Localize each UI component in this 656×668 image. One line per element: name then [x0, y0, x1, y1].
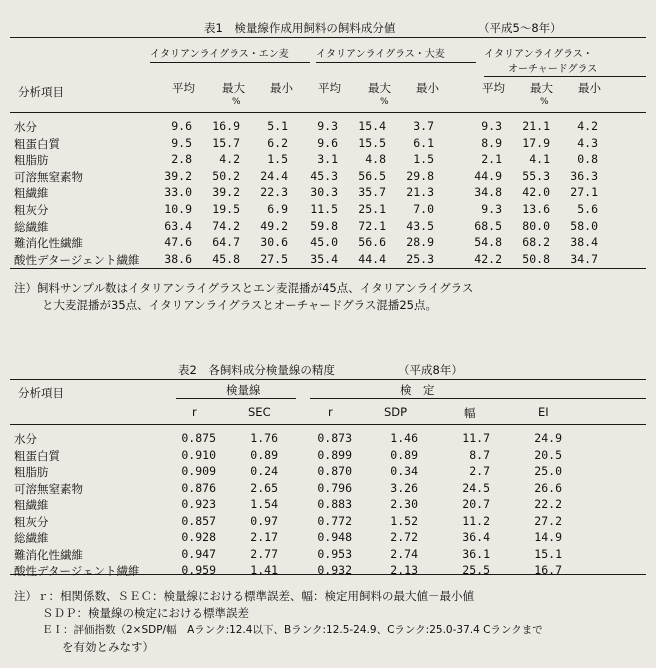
table2-cell: 0.97 — [250, 513, 278, 528]
table1-cell: 42.2 — [474, 251, 502, 266]
table1-cell: 74.2 — [212, 218, 240, 233]
table2-cell: 0.883 — [317, 497, 352, 511]
table2-cell: 3.26 — [390, 480, 418, 495]
table1-cell: 0.8 — [577, 152, 598, 167]
table2-cell: 0.947 — [181, 546, 216, 561]
table1-cell: 56.5 — [358, 168, 386, 183]
table1-bottom-rule — [10, 268, 646, 269]
table2-note-line-4: を有効とみなす） — [62, 640, 154, 654]
table2-col-r-1: r — [192, 405, 197, 419]
table2-cell: 0.34 — [390, 464, 418, 478]
table2-cell: 2.74 — [390, 546, 418, 561]
table2-cell: 25.0 — [534, 464, 562, 478]
table2-col-range: 幅 — [464, 406, 476, 420]
table1-note-line-1: 注）飼料サンプル数はイタリアンライグラスとエン麦混播が45点、イタリアンライグラス — [14, 281, 474, 295]
table1-group-3-rule — [484, 76, 646, 77]
table1-cell: 50.8 — [522, 251, 550, 266]
table1-cell: 3.1 — [317, 152, 338, 167]
table1-group-3a: イタリアンライグラス・ — [484, 49, 593, 60]
table1-cell: 25.1 — [358, 202, 386, 216]
table1-sub-max-1: 最大 — [222, 81, 245, 95]
table1-cell: 11.5 — [310, 202, 338, 216]
table1-row-label: 総繊維 — [14, 219, 49, 234]
table2-group-1-rule — [176, 398, 296, 399]
table1-group-2-rule — [316, 62, 476, 63]
table1-cell: 9.3 — [481, 119, 502, 133]
table1-row-label: 粗脂肪 — [14, 153, 49, 168]
table2-row-label: 粗灰分 — [14, 514, 49, 529]
table1-cell: 6.1 — [413, 135, 434, 150]
table1-cell: 63.4 — [164, 218, 192, 233]
table2-cell: 0.910 — [181, 447, 216, 462]
table2-cell: 24.5 — [462, 480, 490, 495]
table2-note-line-1: 注）ｒ：相関係数、ＳＥＣ：検量線における標準誤差、幅：検定用飼料の最大値－最小値 — [14, 589, 474, 603]
table2-row-label: 可溶無窒素物 — [14, 481, 83, 496]
table1-cell: 16.9 — [212, 119, 240, 133]
table2-cell: 1.46 — [390, 431, 418, 445]
table1-cell: 6.9 — [267, 202, 288, 216]
table1-cell: 44.9 — [474, 168, 502, 183]
table1-cell: 34.8 — [474, 185, 502, 200]
table1-cell: 24.4 — [260, 168, 288, 183]
table2-cell: 20.7 — [462, 497, 490, 511]
table1-cell: 4.1 — [529, 152, 550, 167]
table1-cell: 4.8 — [365, 152, 386, 167]
table2-group-calibration: 検量線 — [226, 383, 261, 397]
table2-cell: 1.54 — [250, 497, 278, 511]
table1-cell: 28.9 — [406, 235, 434, 250]
table1-cell: 17.9 — [522, 135, 550, 150]
table2-row-label: 水分 — [14, 432, 37, 446]
table2-cell: 0.932 — [317, 563, 352, 577]
table1-cell: 45.3 — [310, 168, 338, 183]
table1-cell: 30.3 — [310, 185, 338, 200]
table2-header-rule — [10, 424, 646, 425]
table1-cell: 39.2 — [212, 185, 240, 200]
table2-cell: 2.77 — [250, 546, 278, 561]
table1-group-2: イタリアンライグラス・大麦 — [316, 49, 445, 60]
table2-cell: 0.928 — [181, 530, 216, 544]
table1-cell: 43.5 — [406, 218, 434, 233]
table2-title: 表2 各飼料成分検量線の精度 — [178, 363, 335, 377]
table2-note-line-3: ＥＩ：評価指数（2×SDP/幅 Aランク:12.4以下、Bランク:12.5-24.9、Cランク:25.0-37.4 Cランクまで — [42, 624, 543, 636]
table1-group-1-rule — [150, 62, 310, 63]
table2-cell: 11.2 — [462, 513, 490, 528]
table1-title: 表1 検量線作成用飼料の飼料成分値 — [204, 21, 396, 35]
table2-cell: 24.9 — [534, 431, 562, 445]
table1-row-label: 粗蛋白質 — [14, 136, 60, 151]
table1-note-line-2: と大麦混播が35点、イタリアンライグラスとオーチャードグラス混播25点。 — [42, 298, 437, 312]
table1-cell: 9.3 — [317, 119, 338, 133]
table2-era: （平成8年） — [398, 363, 463, 377]
table2-cell: 26.6 — [534, 480, 562, 495]
table2-cell: 25.5 — [462, 563, 490, 577]
table2-row-label: 粗繊維 — [14, 498, 49, 512]
table1-sub-min-2: 最小 — [416, 81, 439, 95]
table2-cell: 1.76 — [250, 431, 278, 445]
table2-row-label: 難消化性繊維 — [14, 547, 83, 562]
table1-row-label: 粗灰分 — [14, 203, 49, 217]
table2-cell: 0.772 — [317, 513, 352, 528]
table1-cell: 35.4 — [310, 251, 338, 266]
table2-cell: 0.959 — [181, 563, 216, 577]
table1-cell: 54.8 — [474, 235, 502, 250]
table1-cell: 4.2 — [219, 152, 240, 167]
table1-row-label: 可溶無窒素物 — [14, 169, 83, 184]
table1-cell: 27.5 — [260, 251, 288, 266]
table2-cell: 8.7 — [469, 447, 490, 462]
table2-cell: 0.923 — [181, 497, 216, 511]
table2-cell: 36.4 — [462, 530, 490, 544]
table1-sub-avg-1: 平均 — [172, 81, 195, 95]
table2-cell: 15.1 — [534, 546, 562, 561]
table1-cell: 1.5 — [413, 152, 434, 167]
table1-cell: 38.4 — [570, 235, 598, 250]
table1-cell: 45.8 — [212, 251, 240, 266]
table1-cell: 33.0 — [164, 185, 192, 200]
table2-cell: 2.72 — [390, 530, 418, 544]
table2-row-label: 粗蛋白質 — [14, 448, 60, 463]
table1-cell: 55.3 — [522, 168, 550, 183]
table1-cell: 68.2 — [522, 235, 550, 250]
table1-cell: 19.5 — [212, 202, 240, 216]
table1-percent-1: % — [232, 97, 241, 107]
table1-header-rule — [10, 112, 646, 113]
table2-cell: 0.899 — [317, 447, 352, 462]
table2-cell: 14.9 — [534, 530, 562, 544]
table2-col-sec: SEC — [248, 405, 271, 419]
table1-top-rule — [10, 37, 646, 38]
table1-cell: 2.1 — [481, 152, 502, 167]
table1-cell: 80.0 — [522, 218, 550, 233]
table2-cell: 22.2 — [534, 497, 562, 511]
table1-row-label: 難消化性繊維 — [14, 236, 83, 251]
table1-cell: 56.6 — [358, 235, 386, 250]
table1-cell: 36.3 — [570, 168, 598, 183]
table2-group-validation: 検 定 — [400, 383, 435, 397]
table2-cell: 16.7 — [534, 563, 562, 577]
table1-cell: 4.2 — [577, 119, 598, 133]
table1-cell: 1.5 — [267, 152, 288, 167]
table1-cell: 10.9 — [164, 202, 192, 216]
table1-row-header: 分析項目 — [18, 85, 64, 99]
table2-row-label: 酸性デタージェント繊維 — [14, 564, 140, 578]
table1-cell: 9.3 — [481, 202, 502, 216]
table1-cell: 4.3 — [577, 135, 598, 150]
table1-cell: 3.7 — [413, 119, 434, 133]
table1-cell: 58.0 — [570, 218, 598, 233]
table1-cell: 25.3 — [406, 251, 434, 266]
table2-cell: 2.30 — [390, 497, 418, 511]
table1-cell: 21.3 — [406, 185, 434, 200]
table1-row-label: 水分 — [14, 120, 37, 134]
table1-cell: 38.6 — [164, 251, 192, 266]
table1-cell: 59.8 — [310, 218, 338, 233]
table1-cell: 49.2 — [260, 218, 288, 233]
table1-cell: 34.7 — [570, 251, 598, 266]
table1-era: （平成5～8年） — [478, 21, 562, 35]
table2-cell: 0.875 — [181, 431, 216, 445]
table2-col-ei: EI — [538, 405, 549, 419]
table1-row-label: 酸性デタージェント繊維 — [14, 252, 140, 267]
table1-cell: 44.4 — [358, 251, 386, 266]
table2-note-line-2: ＳＤＰ：検量線の検定における標準誤差 — [42, 606, 249, 620]
table1-group-3b: オーチャードグラス — [508, 64, 598, 75]
table1-cell: 15.4 — [358, 119, 386, 133]
table1-cell: 50.2 — [212, 168, 240, 183]
table1-cell: 7.0 — [413, 202, 434, 216]
table2-cell: 2.65 — [250, 480, 278, 495]
table1-cell: 9.6 — [171, 119, 192, 133]
table1-cell: 8.9 — [481, 135, 502, 150]
table2-row-label: 総繊維 — [14, 531, 49, 545]
table2-cell: 0.876 — [181, 480, 216, 495]
table1-cell: 6.2 — [267, 135, 288, 150]
table1-cell: 39.2 — [164, 168, 192, 183]
table2-cell: 0.24 — [250, 464, 278, 478]
table1-cell: 13.6 — [522, 202, 550, 216]
table2-cell: 0.89 — [390, 447, 418, 462]
table1-sub-min-3: 最小 — [578, 81, 601, 95]
table2-col-sdp: SDP — [384, 405, 408, 419]
table2-cell: 0.857 — [181, 513, 216, 528]
table2-row-header: 分析項目 — [18, 386, 64, 400]
table2-col-r-2: r — [328, 405, 333, 419]
table2-top-rule — [10, 379, 646, 380]
table1-cell: 9.6 — [317, 135, 338, 150]
table2-cell: 0.796 — [317, 480, 352, 495]
table1-cell: 64.7 — [212, 235, 240, 250]
table2-cell: 1.52 — [390, 513, 418, 528]
table2-cell: 2.13 — [390, 563, 418, 577]
table1-cell: 68.5 — [474, 218, 502, 233]
table2-cell: 0.89 — [250, 447, 278, 462]
table2-cell: 0.873 — [317, 431, 352, 445]
table1-group-1: イタリアンライグラス・エン麦 — [150, 49, 289, 60]
table1-cell: 47.6 — [164, 235, 192, 250]
table1-cell: 15.5 — [358, 135, 386, 150]
table1-sub-max-3: 最大 — [530, 81, 553, 95]
table1-cell: 29.8 — [406, 168, 434, 183]
table1-cell: 5.6 — [577, 202, 598, 216]
table1-sub-avg-2: 平均 — [318, 81, 341, 95]
table2-cell: 0.909 — [181, 464, 216, 478]
table1-cell: 21.1 — [522, 119, 550, 133]
table1-cell: 15.7 — [212, 135, 240, 150]
table1-sub-min-1: 最小 — [270, 81, 293, 95]
table1-cell: 2.8 — [171, 152, 192, 167]
table2-cell: 0.870 — [317, 464, 352, 478]
table1-cell: 5.1 — [267, 119, 288, 133]
table1-cell: 42.0 — [522, 185, 550, 200]
table2-cell: 2.17 — [250, 530, 278, 544]
table2-cell: 0.953 — [317, 546, 352, 561]
table2-cell: 2.7 — [469, 464, 490, 478]
table1-cell: 9.5 — [171, 135, 192, 150]
table1-cell: 22.3 — [260, 185, 288, 200]
table2-cell: 11.7 — [462, 431, 490, 445]
table1-cell: 72.1 — [358, 218, 386, 233]
table1-row-label: 粗繊維 — [14, 186, 49, 201]
table2-cell: 36.1 — [462, 546, 490, 561]
table1-cell: 30.6 — [260, 235, 288, 250]
table2-group-2-rule — [310, 398, 646, 399]
table1-percent-3: % — [540, 97, 549, 107]
table2-cell: 27.2 — [534, 513, 562, 528]
table1-sub-avg-3: 平均 — [482, 81, 505, 95]
table1-cell: 27.1 — [570, 185, 598, 200]
table1-percent-2: % — [380, 97, 389, 107]
table2-cell: 1.41 — [250, 563, 278, 577]
table2-row-label: 粗脂肪 — [14, 465, 49, 479]
table2-bottom-rule — [10, 574, 646, 575]
table1-cell: 45.0 — [310, 235, 338, 250]
table2-cell: 0.948 — [317, 530, 352, 544]
table1-cell: 35.7 — [358, 185, 386, 200]
table2-cell: 20.5 — [534, 447, 562, 462]
table1-sub-max-2: 最大 — [368, 81, 391, 95]
